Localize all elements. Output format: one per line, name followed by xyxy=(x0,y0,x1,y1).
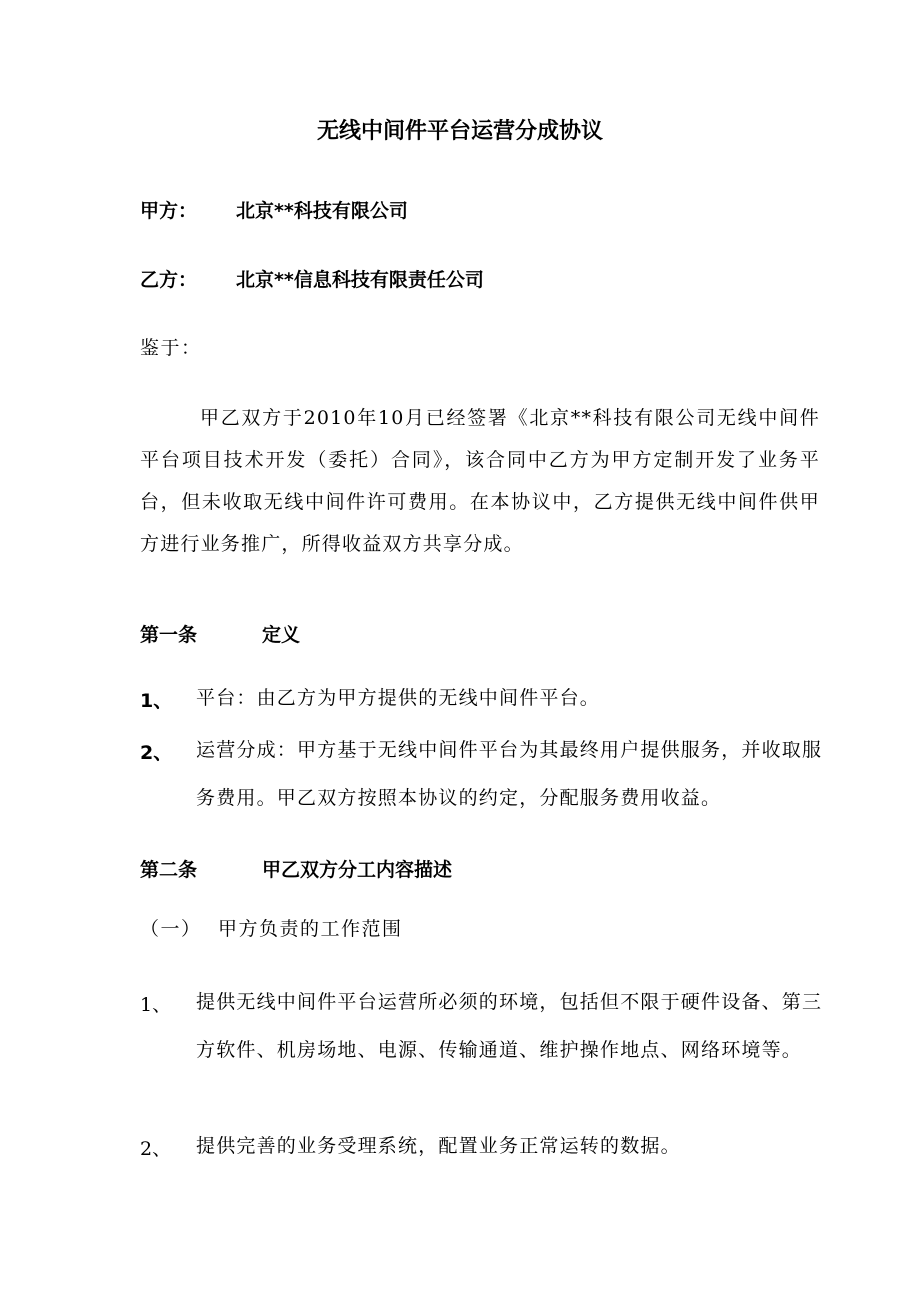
article-1-heading: 定义 xyxy=(262,624,301,646)
article-1-item-2-text: 运营分成：甲方基于无线中间件平台为其最终用户提供服务，并收取服务费用。甲乙双方按照本协议的约定，分配服务费用收益。 xyxy=(196,739,823,809)
section-1-heading: 甲方负责的工作范围 xyxy=(218,918,403,940)
section-1-item-2-text: 提供完善的业务受理系统，配置业务正常运转的数据。 xyxy=(196,1135,681,1157)
party-a-label: 甲方： xyxy=(140,200,198,222)
party-a-name: 北京**科技有限公司 xyxy=(236,200,408,222)
party-b-label: 乙方： xyxy=(140,269,198,291)
party-b-name: 北京**信息科技有限责任公司 xyxy=(236,269,484,291)
preamble-paragraph: 甲乙双方于2010年10月已经签署《北京**科技有限公司无线中间件平台项目技术开发（委托）合同》，该合同中乙方为甲方定制开发了业务平台，但未收取无线中间件许可费用。在本协议中，乙方提供无线中间件供甲方进行业务推广，所得收益双方共享分成。 xyxy=(140,407,820,555)
article-1-item-1-number: 1、 xyxy=(140,690,173,712)
article-1-item-2-number: 2、 xyxy=(140,742,173,764)
article-1-number: 第一条 xyxy=(140,624,198,646)
article-2-heading: 甲乙双方分工内容描述 xyxy=(262,859,453,881)
section-1-item-2-number: 2、 xyxy=(140,1138,172,1160)
section-1-number: （一） xyxy=(140,918,202,940)
section-1-item-1-number: 1、 xyxy=(140,994,172,1016)
article-2-number: 第二条 xyxy=(140,859,198,881)
section-1-item-1-text: 提供无线中间件平台运营所必须的环境，包括但不限于硬件设备、第三方软件、机房场地、电源、传输通道、维护操作地点、网络环境等。 xyxy=(196,991,823,1061)
document-title: 无线中间件平台运营分成协议 xyxy=(316,119,603,144)
article-1-item-1-text: 平台：由乙方为甲方提供的无线中间件平台。 xyxy=(196,687,601,709)
whereas-label: 鉴于： xyxy=(140,337,202,359)
